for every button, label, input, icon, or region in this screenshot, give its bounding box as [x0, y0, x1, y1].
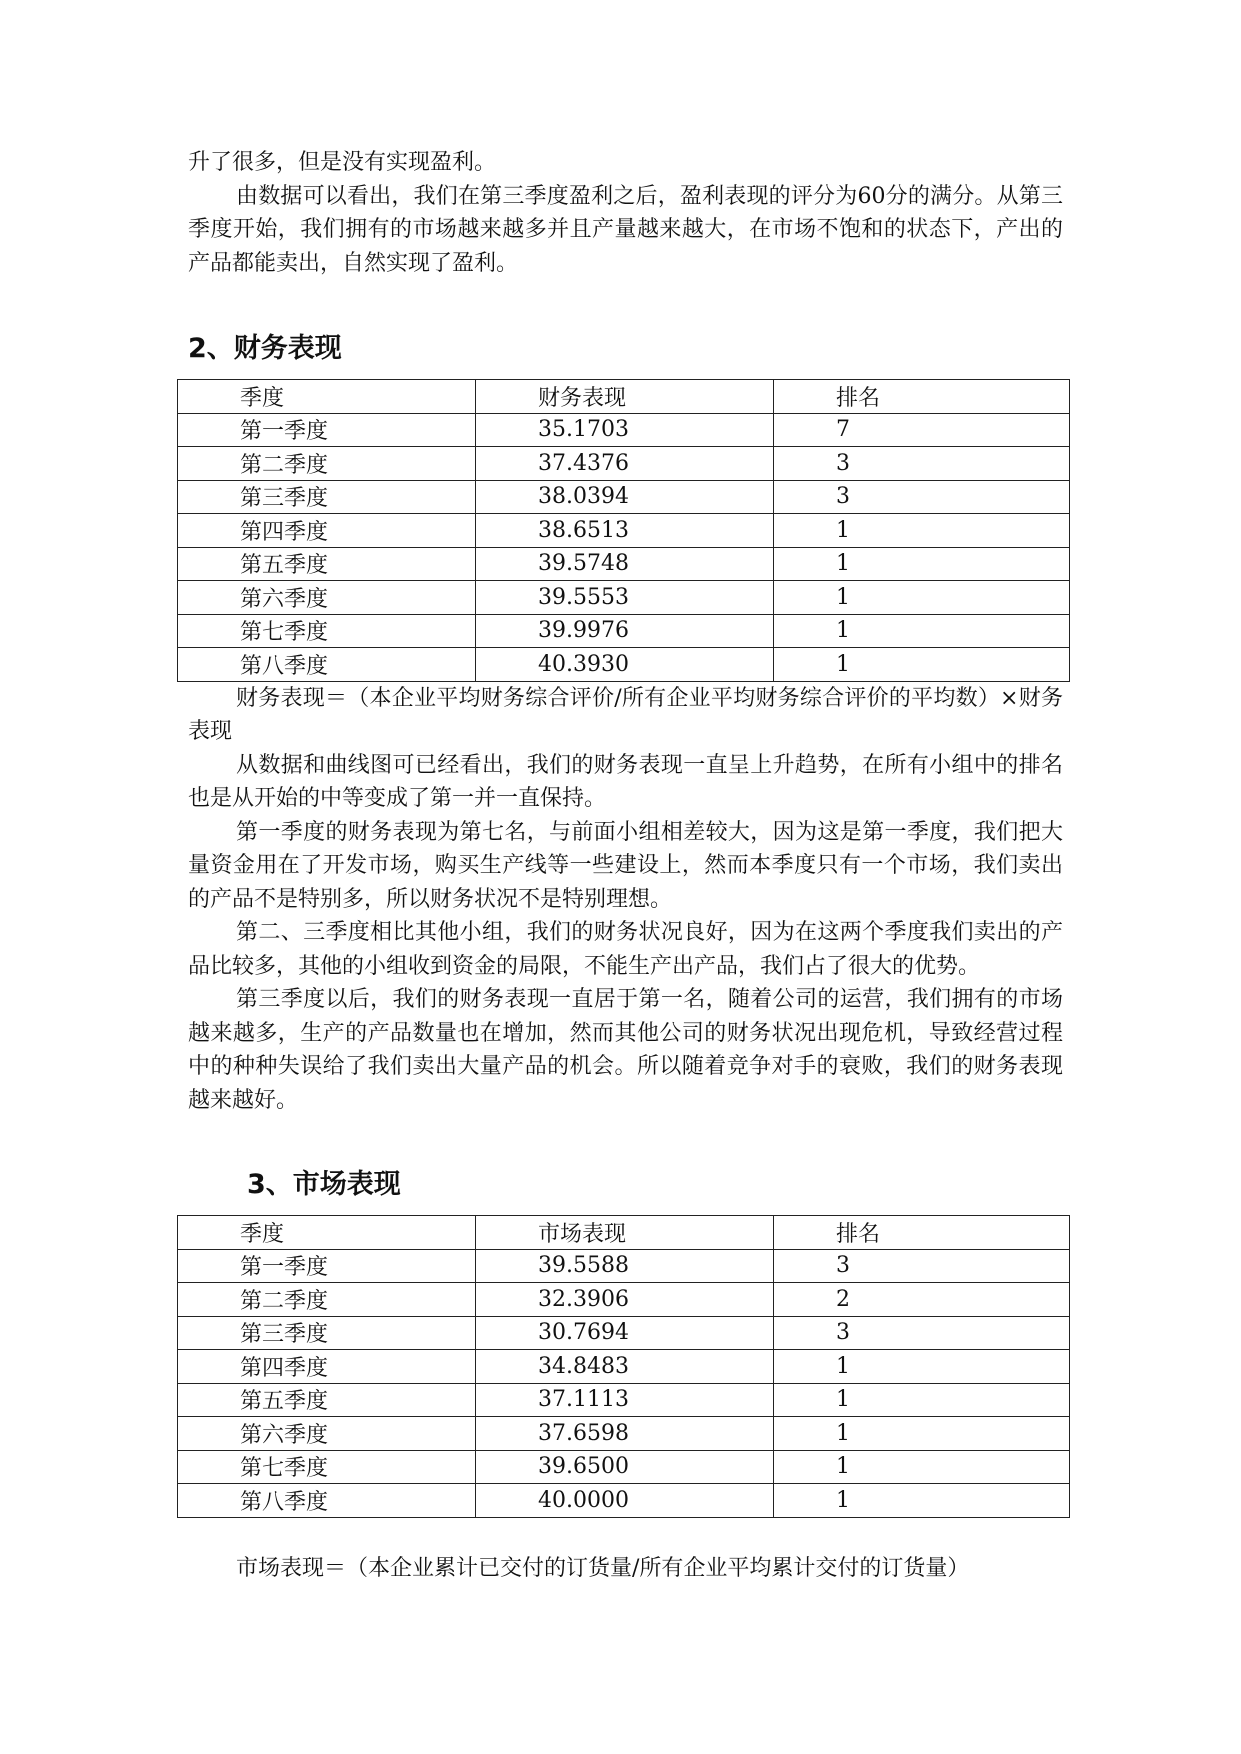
table-cell — [774, 1383, 1070, 1417]
table-cell — [476, 1450, 774, 1484]
cell-text: 37.4376 — [538, 450, 629, 476]
table-cell — [178, 581, 476, 615]
cell-text: 财务表现 — [538, 385, 627, 411]
cell-text: 第四季度 — [240, 1355, 329, 1381]
table-cell — [476, 1383, 774, 1417]
table-cell — [476, 1484, 774, 1518]
table-row — [178, 547, 1070, 581]
cell-text: 1 — [836, 551, 850, 577]
table-row — [178, 1283, 1070, 1317]
cell-text: 季度 — [240, 1221, 285, 1247]
cell-text: 40.0000 — [538, 1487, 629, 1513]
table-cell — [178, 447, 476, 481]
table-row — [178, 614, 1070, 648]
table-cell — [178, 614, 476, 648]
section-heading-finance: 2、财务表现 — [188, 333, 342, 364]
finance-paragraph-after-q3: 第三季度以后，我们的财务表现一直居于第一名，随着公司的运营，我们拥有的市场越来越多，生产的产品数量也在增加，然而其他公司的财务状况出现危机，导致经营过程中的种种失误给了我们卖出大量产品的机会。所以随着竞争对手的衰败，我们的财务表现越来越好。 — [188, 987, 1063, 1113]
table-cell — [774, 614, 1070, 648]
table-cell — [774, 1283, 1070, 1317]
market-formula: 市场表现＝（本企业累计已交付的订货量/所有企业平均累计交付的订货量） — [236, 1555, 970, 1581]
table-header-cell — [476, 1216, 774, 1250]
cell-text: 1 — [836, 651, 850, 677]
table-cell — [178, 1350, 476, 1384]
table-cell — [178, 1316, 476, 1350]
finance-paragraph-q1: 第一季度的财务表现为第七名，与前面小组相差较大，因为这是第一季度，我们把大量资金用在了开发市场，购买生产线等一些建设上，然而本季度只有一个市场，我们卖出的产品不是特别多，所以财务状况不是特别理想。 — [188, 819, 1063, 912]
table-cell — [178, 1249, 476, 1283]
table-cell — [774, 413, 1070, 447]
finance-table-body — [178, 380, 1070, 682]
table-row — [178, 581, 1070, 615]
cell-text: 第六季度 — [240, 586, 329, 612]
table-cell — [476, 1316, 774, 1350]
table-row — [178, 1383, 1070, 1417]
cell-text: 39.5553 — [538, 584, 629, 610]
table-cell — [178, 1450, 476, 1484]
table-cell — [476, 547, 774, 581]
table-cell — [178, 413, 476, 447]
cell-text: 第一季度 — [240, 419, 329, 445]
cell-text: 1 — [836, 1487, 850, 1513]
table-cell — [774, 447, 1070, 481]
cell-text: 35.1703 — [538, 417, 629, 443]
table-cell — [178, 480, 476, 514]
cell-text: 3 — [836, 1320, 850, 1346]
cell-text: 34.8483 — [538, 1353, 629, 1379]
cell-text: 39.6500 — [538, 1454, 629, 1480]
table-cell — [178, 648, 476, 682]
table-cell — [774, 1350, 1070, 1384]
table-cell — [774, 1450, 1070, 1484]
cell-text: 第二季度 — [240, 1288, 329, 1314]
table-cell — [476, 1283, 774, 1317]
table-header-cell — [774, 380, 1070, 414]
finance-table — [177, 379, 1070, 682]
table-row — [178, 1316, 1070, 1350]
table-cell — [476, 514, 774, 548]
table-cell — [774, 1316, 1070, 1350]
document-page — [188, 146, 1063, 1585]
cell-text: 39.5748 — [538, 551, 629, 577]
table-cell — [774, 514, 1070, 548]
cell-text: 第七季度 — [240, 620, 329, 646]
cell-text: 第五季度 — [240, 1389, 329, 1415]
cell-text: 1 — [836, 584, 850, 610]
table-cell — [476, 614, 774, 648]
table-cell — [774, 547, 1070, 581]
cell-text: 38.0394 — [538, 484, 629, 510]
cell-text: 第三季度 — [240, 486, 329, 512]
cell-text: 38.6513 — [538, 517, 629, 543]
cell-text: 第三季度 — [240, 1322, 329, 1348]
cell-text: 1 — [836, 1420, 850, 1446]
cell-text: 季度 — [240, 385, 285, 411]
table-cell — [178, 1283, 476, 1317]
table-row — [178, 1484, 1070, 1518]
table-header-row — [178, 380, 1070, 414]
intro-paragraph-continued: 升了很多，但是没有实现盈利。 — [188, 150, 497, 175]
cell-text: 37.1113 — [538, 1387, 629, 1413]
cell-text: 第二季度 — [240, 452, 329, 478]
table-cell — [774, 1417, 1070, 1451]
cell-text: 第八季度 — [240, 653, 329, 679]
finance-formula: 财务表现＝（本企业平均财务综合评价/所有企业平均财务综合评价的平均数）×财务表现 — [188, 685, 1063, 744]
table-cell — [476, 1249, 774, 1283]
table-cell — [774, 480, 1070, 514]
table-cell — [178, 547, 476, 581]
market-table-body — [178, 1216, 1070, 1518]
market-table — [177, 1215, 1070, 1518]
table-header-cell — [178, 380, 476, 414]
cell-text: 市场表现 — [538, 1221, 627, 1247]
table-header-cell — [178, 1216, 476, 1250]
cell-text: 第六季度 — [240, 1422, 329, 1448]
section-heading-market: 3、市场表现 — [247, 1169, 401, 1200]
cell-text: 39.5588 — [538, 1253, 629, 1279]
table-cell — [476, 648, 774, 682]
cell-text: 1 — [836, 1454, 850, 1480]
table-row — [178, 514, 1070, 548]
table-row — [178, 1450, 1070, 1484]
cell-text: 第四季度 — [240, 519, 329, 545]
table-cell — [476, 1350, 774, 1384]
cell-text: 39.9976 — [538, 618, 629, 644]
table-row — [178, 1350, 1070, 1384]
cell-text: 第一季度 — [240, 1255, 329, 1281]
finance-paragraph-trend: 从数据和曲线图可已经看出，我们的财务表现一直呈上升趋势，在所有小组中的排名也是从开始的中等变成了第一并一直保持。 — [188, 752, 1063, 811]
cell-text: 1 — [836, 1353, 850, 1379]
table-header-cell — [774, 1216, 1070, 1250]
table-row — [178, 1249, 1070, 1283]
cell-text: 2 — [836, 1286, 850, 1312]
cell-text: 37.6598 — [538, 1420, 629, 1446]
cell-text: 3 — [836, 450, 850, 476]
table-row — [178, 480, 1070, 514]
cell-text: 第七季度 — [240, 1456, 329, 1482]
cell-text: 1 — [836, 517, 850, 543]
table-row — [178, 648, 1070, 682]
cell-text: 32.3906 — [538, 1286, 629, 1312]
finance-paragraph-q2-q3: 第二、三季度相比其他小组，我们的财务状况良好，因为在这两个季度我们卖出的产品比较多，其他的小组收到资金的局限，不能生产出产品，我们占了很大的优势。 — [188, 920, 1063, 979]
table-cell — [178, 1383, 476, 1417]
table-cell — [476, 480, 774, 514]
table-header-row — [178, 1216, 1070, 1250]
table-cell — [178, 1417, 476, 1451]
cell-text: 第八季度 — [240, 1489, 329, 1515]
table-cell — [476, 581, 774, 615]
cell-text: 1 — [836, 618, 850, 644]
table-cell — [476, 447, 774, 481]
cell-text: 第五季度 — [240, 553, 329, 579]
cell-text: 排名 — [836, 1221, 881, 1247]
table-cell — [178, 514, 476, 548]
table-cell — [476, 1417, 774, 1451]
table-cell — [774, 1249, 1070, 1283]
table-cell — [774, 581, 1070, 615]
cell-text: 7 — [836, 417, 850, 443]
table-cell — [476, 413, 774, 447]
cell-text: 30.7694 — [538, 1320, 629, 1346]
cell-text: 3 — [836, 1253, 850, 1279]
cell-text: 40.3930 — [538, 651, 629, 677]
table-row — [178, 413, 1070, 447]
cell-text: 1 — [836, 1387, 850, 1413]
table-row — [178, 447, 1070, 481]
table-cell — [774, 648, 1070, 682]
cell-text: 排名 — [836, 385, 881, 411]
intro-paragraph-profit: 由数据可以看出，我们在第三季度盈利之后，盈利表现的评分为60分的满分。从第三季度开始，我们拥有的市场越来越多并且产量越来越大，在市场不饱和的状态下，产出的产品都能卖出，自然实现了盈利。 — [188, 183, 1063, 276]
table-cell — [774, 1484, 1070, 1518]
table-header-cell — [476, 380, 774, 414]
table-cell — [178, 1484, 476, 1518]
table-row — [178, 1417, 1070, 1451]
cell-text: 3 — [836, 484, 850, 510]
